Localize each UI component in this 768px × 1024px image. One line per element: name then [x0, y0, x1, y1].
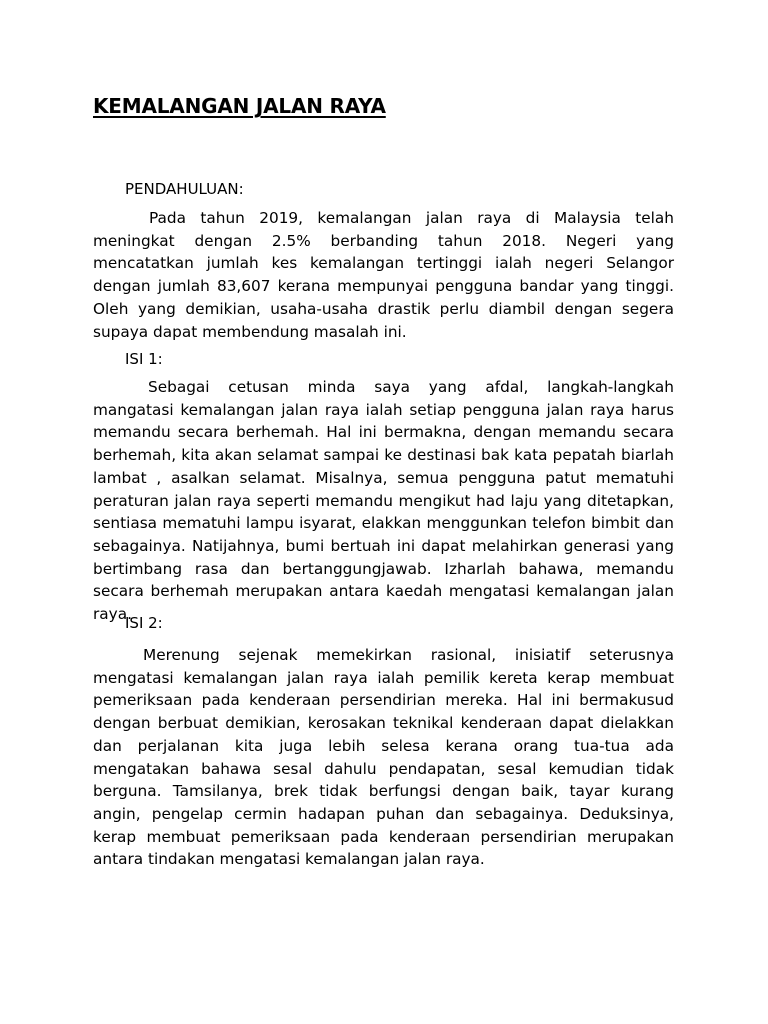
paragraph-pendahuluan: Pada tahun 2019, kemalangan jalan raya di Malaysia telah meningkat dengan 2.5% berbanding tahun 2018. Negeri yang mencatatkan jumlah kes kemalangan tertinggi ialah negeri Selangor dengan jumlah 83,607 kerana mempunyai pengguna bandar yang tinggi. Oleh yang demikian, usaha-usaha drastik perlu diambil dengan segera supaya dapat membendung masalah ini.	[93, 209, 674, 341]
paragraph-isi-2: Merenung sejenak memekirkan rasional, inisiatif seterusnya mengatasi kemalangan jalan raya ialah pemilik kereta kerap membuat pemeriksaan pada kenderaan persendirian mereka. Hal ini bermakusud dengan berbuat demikian, kerosakan teknikal kenderaan dapat dielakkan dan perjalanan kita juga lebih selesa kerana orang tua-tua ada mengatakan bahawa sesal dahulu pendapatan, sesal kemudian tidak berguna. Tamsilanya, brek tidak berfungsi dengan baik, tayar kurang angin, pengelap cermin hadapan puhan dan sebagainya. Deduksinya, kerap membuat pemeriksaan pada kenderaan persendirian merupakan antara tindakan mengatasi kemalangan jalan raya.	[93, 646, 674, 869]
paragraph-isi-1: Sebagai cetusan minda saya yang afdal, langkah-langkah mangatasi kemalangan jalan raya ialah setiap pengguna jalan raya harus memandu secara berhemah. Hal ini bermakna, dengan memandu secara berhemah, kita akan selamat sampai ke destinasi bak kata pepatah biarlah lambat , asalkan selamat. Misalnya, semua pengguna patut mematuhi peraturan jalan raya seperti memandu mengikut had laju yang ditetapkan, sentiasa mematuhi lampu isyarat, elakkan menggunkan telefon bimbit dan sebagainya. Natijahnya, bumi bertuah ini dapat melahirkan generasi yang bertimbang rasa dan bertanggungjawab. Izharlah bahawa, memandu secara berhemah merupakan antara kaedah mengatasi kemalangan jalan raya.	[93, 378, 674, 624]
section-label-isi-1: ISI 1:	[125, 350, 163, 368]
document-title: KEMALANGAN JALAN RAYA	[93, 94, 386, 118]
section-label-pendahuluan: PENDAHULUAN:	[125, 180, 244, 198]
section-label-isi-2: ISI 2:	[125, 614, 163, 632]
